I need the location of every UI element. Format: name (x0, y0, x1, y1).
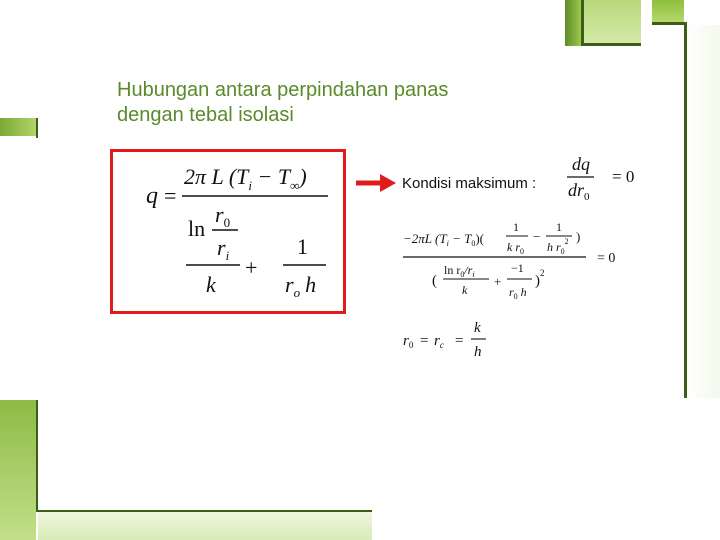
derivative-den-ln: $\ln r_0/r_i$ (444, 263, 475, 279)
derivative-den-open: ( (432, 273, 437, 289)
formula-plus: + (245, 255, 258, 280)
derivative-equation (403, 220, 615, 301)
result-k: k (474, 320, 481, 336)
derivative-frac1-den: k $r_0$ (507, 240, 524, 256)
main-heat-transfer-formula (146, 164, 328, 300)
formula-ro-h: $r_o$ h (285, 272, 317, 300)
derivative-den-frac-num: −1 (511, 261, 524, 275)
derivative-minus: − (533, 229, 541, 244)
derivative-numerator: −2πL $(T_i - T_0)$( (403, 231, 485, 248)
formula-ln: ln (188, 216, 206, 241)
derivative-equals-zero: = 0 (597, 251, 616, 266)
slide-title-line-2: dengan tebal isolasi (117, 104, 294, 126)
condition-equals-zero: = 0 (612, 167, 635, 186)
slide-title-line-1: Hubungan antara perpindahan panas (117, 79, 449, 101)
derivative-den-frac-den: $r_0$ h (509, 285, 527, 301)
formula-equals: = (164, 183, 177, 208)
critical-radius-result (403, 320, 486, 360)
result-rc: $r_c$ (434, 333, 444, 350)
formula-numerator: 2π L $(T_i - T_\infty)$ (184, 164, 307, 193)
derivative-frac2-num: 1 (556, 220, 562, 234)
result-eq2: = (455, 333, 464, 349)
maximum-condition (402, 154, 634, 203)
result-eq1: = (420, 333, 429, 349)
derivative-den-close: )$^2$ (535, 268, 545, 289)
condition-dr0: $dr_0$ (568, 180, 590, 203)
formula-q: q (146, 183, 158, 209)
arrow-icon (356, 174, 396, 192)
formula-one: 1 (297, 234, 308, 259)
derivative-frac1-num: 1 (513, 220, 519, 234)
condition-label: Kondisi maksimum : (402, 175, 537, 192)
derivative-den-plus: + (494, 274, 502, 289)
result-r0: $r_0$ (403, 333, 414, 350)
result-h: h (474, 344, 482, 360)
formula-ri: $r_i$ (217, 235, 230, 263)
condition-dq: dq (572, 154, 590, 174)
derivative-frac2-den: h $r_0^2$ (547, 237, 569, 256)
formula-r0: $r_0$ (215, 202, 231, 230)
derivative-close: ) (576, 229, 581, 244)
formula-k: k (206, 272, 216, 297)
derivative-den-k: k (462, 283, 468, 297)
